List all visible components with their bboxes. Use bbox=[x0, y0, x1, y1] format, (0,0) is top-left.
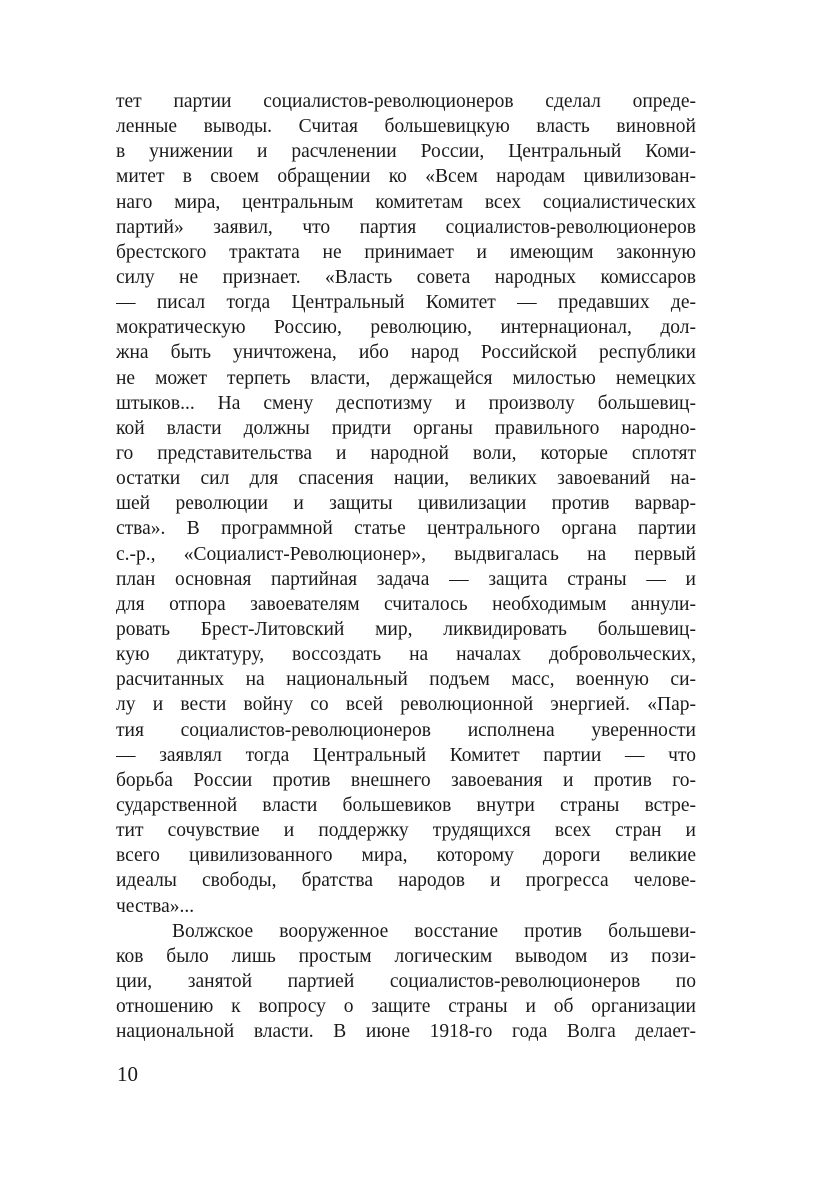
text-line: мократическую Россию, революцию, интернационал, дол- bbox=[116, 317, 696, 339]
text-line: брестского трактата не принимает и имеющим законную bbox=[116, 241, 696, 263]
text-line: ства». В программной статье центрального органа партии bbox=[116, 518, 696, 540]
text-line: го представительства и народной воли, которые сплотят bbox=[116, 442, 696, 464]
text-line: ков было лишь простым логическим выводом из пози- bbox=[116, 945, 696, 967]
text-line: лу и вести войну со всей революционной энергией. «Пар- bbox=[116, 694, 696, 716]
paragraph bbox=[116, 89, 696, 919]
text-line: наго мира, центральным комитетам всех социалистических bbox=[116, 191, 696, 213]
text-line: ленные выводы. Считая большевицкую власть виновной bbox=[116, 116, 696, 138]
text-line: кой власти должны придти органы правильного народно- bbox=[116, 417, 696, 439]
text-line: тет партии социалистов-революционеров сделал опреде- bbox=[116, 91, 696, 112]
text-line: остатки сил для спасения нации, великих завоеваний на- bbox=[116, 468, 696, 490]
text-line: борьба России против внешнего завоевания и против го- bbox=[116, 769, 696, 791]
text-line: план основная партийная задача — защита страны — и bbox=[116, 568, 696, 590]
text-line: тит сочувствие и поддержку трудящихся всех стран и bbox=[116, 820, 696, 842]
text-line: чества»... bbox=[116, 895, 195, 917]
text-line: сударственной власти большевиков внутри страны встре- bbox=[116, 794, 696, 816]
text-line: силу не признает. «Власть совета народных комиссаров bbox=[116, 266, 696, 288]
text-line: для отпора завоевателям считалось необходимым аннули- bbox=[116, 593, 696, 615]
text-line: шей революции и защиты цивилизации против варвар- bbox=[116, 493, 696, 515]
text-line: партий» заявил, что партия социалистов-революционеров bbox=[116, 216, 696, 238]
body-text bbox=[116, 89, 696, 1044]
text-line: митет в своем обращении ко «Всем народам цивилизован- bbox=[116, 166, 696, 188]
paragraph bbox=[116, 919, 696, 1045]
text-line: идеалы свободы, братства народов и прогресса челове- bbox=[116, 870, 696, 892]
text-line: — писал тогда Центральный Комитет — предавших де- bbox=[116, 292, 696, 314]
text-line: ровать Брест-Литовский мир, ликвидировать большевиц- bbox=[116, 618, 696, 640]
text-line: Волжское вооруженное восстание против большеви- bbox=[172, 920, 696, 942]
text-line: с.-р., «Социалист-Революционер», выдвигалась на первый bbox=[116, 543, 696, 565]
text-line: расчитанных на национальный подъем масс, военную си- bbox=[116, 669, 696, 691]
page-number: 10 bbox=[117, 1062, 138, 1086]
text-line: тия социалистов-революционеров исполнена уверенности bbox=[116, 719, 696, 741]
text-line: штыков... На смену деспотизму и произволу большевиц- bbox=[116, 392, 696, 414]
text-line: кую диктатуру, воссоздать на началах добровольческих, bbox=[116, 644, 696, 666]
text-line: ции, занятой партией социалистов-революционеров по bbox=[116, 970, 696, 992]
text-line: не может терпеть власти, держащейся милостью немецких bbox=[116, 367, 696, 389]
text-line: — заявлял тогда Центральный Комитет партии — что bbox=[116, 744, 696, 766]
text-line: жна быть уничтожена, ибо народ Российской республики bbox=[116, 342, 696, 364]
text-line: отношению к вопросу о защите страны и об организации bbox=[116, 996, 696, 1018]
text-line: национальной власти. В июне 1918-го года Волга делает- bbox=[116, 1021, 696, 1043]
text-line: всего цивилизованного мира, которому дороги великие bbox=[116, 845, 696, 867]
text-line: в унижении и расчленении России, Центральный Коми- bbox=[116, 141, 696, 163]
